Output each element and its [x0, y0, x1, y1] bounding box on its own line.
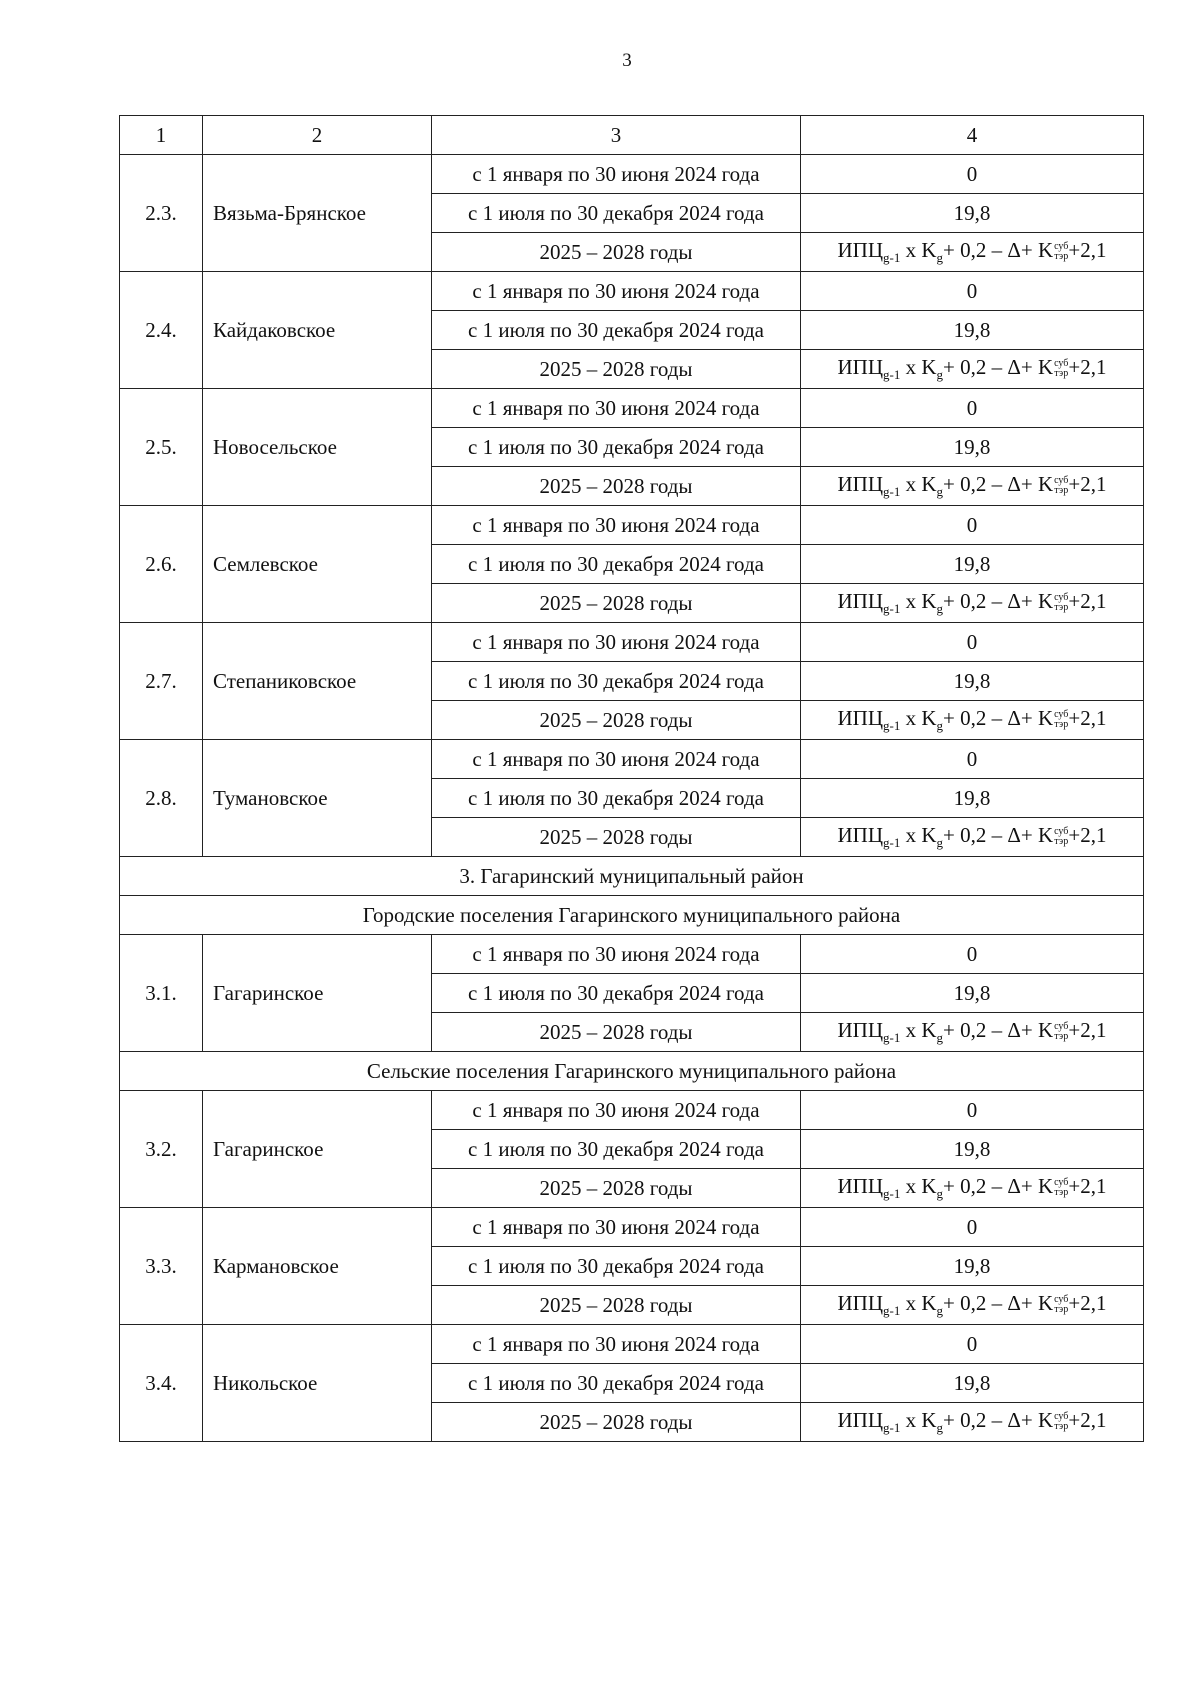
formula-x: x K: [900, 823, 937, 847]
formula-g1: g-1: [883, 1420, 901, 1435]
period-cell: с 1 января по 30 июня 2024 года: [432, 623, 801, 662]
formula-cell: [801, 1013, 1144, 1052]
period-cell: с 1 июля по 30 декабря 2024 года: [432, 1130, 801, 1169]
value-cell: 19,8: [801, 1247, 1144, 1286]
formula-k-sup: суб: [1054, 358, 1069, 370]
formula-k-indices: [1054, 359, 1068, 379]
settlement-name: Кайдаковское: [203, 272, 432, 389]
formula-k-sub: тэр: [1054, 719, 1069, 731]
formula-g1: g-1: [883, 1303, 901, 1318]
formula-k-indices: [1054, 1295, 1068, 1315]
value-cell: 0: [801, 155, 1144, 194]
formula-g: g: [936, 1030, 944, 1045]
period-cell: 2025 – 2028 годы: [432, 233, 801, 272]
row-number: 2.5.: [120, 389, 203, 506]
formula-g: g: [936, 1186, 944, 1201]
period-cell: с 1 июля по 30 декабря 2024 года: [432, 1247, 801, 1286]
formula-k-sub: тэр: [1054, 1304, 1069, 1316]
value-cell: 19,8: [801, 779, 1144, 818]
formula-cell: [801, 818, 1144, 857]
row-number: 3.4.: [120, 1325, 203, 1442]
formula-cell: [801, 701, 1144, 740]
formula-main: ИПЦ: [837, 355, 883, 379]
table-row: [120, 506, 1144, 545]
settlement-name: Кармановское: [203, 1208, 432, 1325]
tariff-table: [119, 115, 1144, 1442]
settlement-name: Семлевское: [203, 506, 432, 623]
period-cell: с 1 июля по 30 декабря 2024 года: [432, 428, 801, 467]
formula-k-indices: [1054, 242, 1068, 262]
formula-g: g: [936, 718, 944, 733]
settlement-name: Новосельское: [203, 389, 432, 506]
formula-k-sub: тэр: [1054, 485, 1069, 497]
formula-k-indices: [1054, 476, 1068, 496]
formula-cell: [801, 233, 1144, 272]
formula-tail: +2,1: [1068, 823, 1107, 847]
formula-tail: +2,1: [1068, 1174, 1107, 1198]
formula-rest: + 0,2 – Δ+ K: [943, 1408, 1054, 1432]
formula-x: x K: [900, 355, 937, 379]
value-cell: 0: [801, 623, 1144, 662]
value-cell: 0: [801, 935, 1144, 974]
formula-x: x K: [900, 238, 937, 262]
section-heading: Городские поселения Гагаринского муниципального района: [120, 896, 1144, 935]
page-number: 3: [622, 50, 632, 71]
formula-x: x K: [900, 1408, 937, 1432]
row-number: 2.4.: [120, 272, 203, 389]
formula-k-indices: [1054, 1022, 1068, 1042]
formula-k-sup: суб: [1054, 1411, 1069, 1423]
value-cell: 0: [801, 389, 1144, 428]
formula-g1: g-1: [883, 1186, 901, 1201]
section-row: [120, 857, 1144, 896]
row-number: 2.8.: [120, 740, 203, 857]
row-number: 2.7.: [120, 623, 203, 740]
settlement-name: Вязьма-Брянское: [203, 155, 432, 272]
period-cell: 2025 – 2028 годы: [432, 1013, 801, 1052]
formula-k-sub: тэр: [1054, 1031, 1069, 1043]
table-row: [120, 1208, 1144, 1247]
formula-x: x K: [900, 1174, 937, 1198]
formula-k-sup: суб: [1054, 1021, 1069, 1033]
formula-k-sup: суб: [1054, 1294, 1069, 1306]
period-cell: с 1 января по 30 июня 2024 года: [432, 506, 801, 545]
period-cell: 2025 – 2028 годы: [432, 350, 801, 389]
formula-g: g: [936, 484, 944, 499]
value-cell: 19,8: [801, 428, 1144, 467]
formula-k-sup: суб: [1054, 709, 1069, 721]
formula-k-sub: тэр: [1054, 251, 1069, 263]
value-cell: 19,8: [801, 1364, 1144, 1403]
formula-rest: + 0,2 – Δ+ K: [943, 472, 1054, 496]
formula-k-sub: тэр: [1054, 368, 1069, 380]
value-cell: 0: [801, 1208, 1144, 1247]
formula-x: x K: [900, 472, 937, 496]
formula-g: g: [936, 835, 944, 850]
period-cell: с 1 января по 30 июня 2024 года: [432, 389, 801, 428]
period-cell: 2025 – 2028 годы: [432, 1169, 801, 1208]
formula-cell: [801, 1169, 1144, 1208]
value-cell: 19,8: [801, 545, 1144, 584]
table-row: [120, 740, 1144, 779]
row-number: 3.2.: [120, 1091, 203, 1208]
formula-tail: +2,1: [1068, 355, 1107, 379]
table-row: [120, 623, 1144, 662]
formula-main: ИПЦ: [837, 823, 883, 847]
period-cell: с 1 июля по 30 декабря 2024 года: [432, 974, 801, 1013]
formula-k-sup: суб: [1054, 241, 1069, 253]
period-cell: с 1 января по 30 июня 2024 года: [432, 935, 801, 974]
formula-k-sub: тэр: [1054, 1187, 1069, 1199]
formula-cell: [801, 1403, 1144, 1442]
header-cell-1: 1: [120, 116, 203, 155]
section-heading: 3. Гагаринский муниципальный район: [120, 857, 1144, 896]
value-cell: 19,8: [801, 194, 1144, 233]
settlement-name: Степаниковское: [203, 623, 432, 740]
settlement-name: Гагаринское: [203, 1091, 432, 1208]
table-row: [120, 155, 1144, 194]
period-cell: 2025 – 2028 годы: [432, 1403, 801, 1442]
row-number: 2.3.: [120, 155, 203, 272]
formula-tail: +2,1: [1068, 1018, 1107, 1042]
formula-k-indices: [1054, 710, 1068, 730]
value-cell: 0: [801, 506, 1144, 545]
period-cell: 2025 – 2028 годы: [432, 818, 801, 857]
formula-rest: + 0,2 – Δ+ K: [943, 823, 1054, 847]
period-cell: с 1 января по 30 июня 2024 года: [432, 1325, 801, 1364]
formula-rest: + 0,2 – Δ+ K: [943, 238, 1054, 262]
value-cell: 0: [801, 740, 1144, 779]
header-cell-2: 2: [203, 116, 432, 155]
table-row: [120, 272, 1144, 311]
value-cell: 0: [801, 1091, 1144, 1130]
table-row: [120, 935, 1144, 974]
formula-x: x K: [900, 589, 937, 613]
formula-main: ИПЦ: [837, 238, 883, 262]
period-cell: с 1 января по 30 июня 2024 года: [432, 1091, 801, 1130]
formula-g: g: [936, 1303, 944, 1318]
formula-k-sub: тэр: [1054, 602, 1069, 614]
formula-main: ИПЦ: [837, 1408, 883, 1432]
period-cell: с 1 января по 30 июня 2024 года: [432, 1208, 801, 1247]
period-cell: с 1 января по 30 июня 2024 года: [432, 272, 801, 311]
section-row: [120, 896, 1144, 935]
period-cell: с 1 июля по 30 декабря 2024 года: [432, 779, 801, 818]
formula-k-indices: [1054, 593, 1068, 613]
value-cell: 19,8: [801, 311, 1144, 350]
formula-rest: + 0,2 – Δ+ K: [943, 355, 1054, 379]
header-cell-3: 3: [432, 116, 801, 155]
formula-k-sup: суб: [1054, 592, 1069, 604]
settlement-name: Тумановское: [203, 740, 432, 857]
period-cell: с 1 января по 30 июня 2024 года: [432, 740, 801, 779]
formula-rest: + 0,2 – Δ+ K: [943, 706, 1054, 730]
table-row: [120, 1091, 1144, 1130]
formula-tail: +2,1: [1068, 472, 1107, 496]
formula-g: g: [936, 1420, 944, 1435]
formula-g: g: [936, 367, 944, 382]
formula-g1: g-1: [883, 484, 901, 499]
period-cell: с 1 июля по 30 декабря 2024 года: [432, 1364, 801, 1403]
formula-k-sup: суб: [1054, 826, 1069, 838]
formula-rest: + 0,2 – Δ+ K: [943, 1291, 1054, 1315]
period-cell: с 1 июля по 30 декабря 2024 года: [432, 545, 801, 584]
formula-k-sub: тэр: [1054, 1421, 1069, 1433]
formula-g1: g-1: [883, 718, 901, 733]
formula-rest: + 0,2 – Δ+ K: [943, 1018, 1054, 1042]
formula-cell: [801, 350, 1144, 389]
formula-g1: g-1: [883, 250, 901, 265]
value-cell: 19,8: [801, 662, 1144, 701]
formula-g1: g-1: [883, 1030, 901, 1045]
formula-tail: +2,1: [1068, 1291, 1107, 1315]
formula-g: g: [936, 250, 944, 265]
table-row: [120, 1325, 1144, 1364]
settlement-name: Никольское: [203, 1325, 432, 1442]
formula-tail: +2,1: [1068, 706, 1107, 730]
formula-main: ИПЦ: [837, 1174, 883, 1198]
formula-cell: [801, 467, 1144, 506]
table-row: [120, 389, 1144, 428]
formula-k-indices: [1054, 827, 1068, 847]
formula-main: ИПЦ: [837, 706, 883, 730]
formula-tail: +2,1: [1068, 589, 1107, 613]
formula-x: x K: [900, 1291, 937, 1315]
formula-tail: +2,1: [1068, 238, 1107, 262]
formula-k-sub: тэр: [1054, 836, 1069, 848]
period-cell: с 1 июля по 30 декабря 2024 года: [432, 194, 801, 233]
period-cell: с 1 января по 30 июня 2024 года: [432, 155, 801, 194]
formula-g1: g-1: [883, 367, 901, 382]
formula-k-sup: суб: [1054, 1177, 1069, 1189]
formula-main: ИПЦ: [837, 472, 883, 496]
formula-g1: g-1: [883, 601, 901, 616]
formula-tail: +2,1: [1068, 1408, 1107, 1432]
formula-cell: [801, 1286, 1144, 1325]
period-cell: с 1 июля по 30 декабря 2024 года: [432, 662, 801, 701]
period-cell: 2025 – 2028 годы: [432, 701, 801, 740]
formula-cell: [801, 584, 1144, 623]
header-cell-4: 4: [801, 116, 1144, 155]
section-heading: Сельские поселения Гагаринского муниципального района: [120, 1052, 1144, 1091]
formula-x: x K: [900, 1018, 937, 1042]
value-cell: 0: [801, 1325, 1144, 1364]
formula-rest: + 0,2 – Δ+ K: [943, 1174, 1054, 1198]
formula-rest: + 0,2 – Δ+ K: [943, 589, 1054, 613]
row-number: 3.3.: [120, 1208, 203, 1325]
formula-main: ИПЦ: [837, 1291, 883, 1315]
period-cell: 2025 – 2028 годы: [432, 584, 801, 623]
formula-k-sup: суб: [1054, 475, 1069, 487]
row-number: 3.1.: [120, 935, 203, 1052]
settlement-name: Гагаринское: [203, 935, 432, 1052]
formula-x: x K: [900, 706, 937, 730]
formula-g: g: [936, 601, 944, 616]
formula-main: ИПЦ: [837, 589, 883, 613]
row-number: 2.6.: [120, 506, 203, 623]
period-cell: 2025 – 2028 годы: [432, 1286, 801, 1325]
value-cell: 19,8: [801, 1130, 1144, 1169]
formula-k-indices: [1054, 1412, 1068, 1432]
period-cell: с 1 июля по 30 декабря 2024 года: [432, 311, 801, 350]
formula-main: ИПЦ: [837, 1018, 883, 1042]
value-cell: 0: [801, 272, 1144, 311]
header-row: [120, 116, 1144, 155]
section-row: [120, 1052, 1144, 1091]
formula-k-indices: [1054, 1178, 1068, 1198]
period-cell: 2025 – 2028 годы: [432, 467, 801, 506]
formula-g1: g-1: [883, 835, 901, 850]
value-cell: 19,8: [801, 974, 1144, 1013]
